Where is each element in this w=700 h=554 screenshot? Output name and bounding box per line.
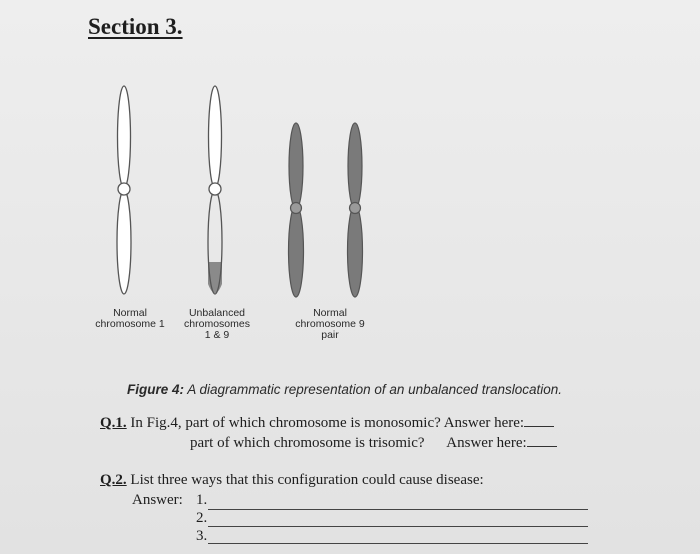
q1-trisomic-answer-blank[interactable] — [527, 434, 557, 447]
label-normal-chromosome-1: Normal chromosome 1 — [95, 307, 165, 330]
chromosome-9b-q-arm — [348, 205, 363, 297]
label-normal-chromosome-9: Normal chromosome 9 pair — [295, 307, 365, 341]
chromosome-1-centromere — [118, 183, 130, 195]
label-unbalanced: Unbalanced chromosomes 1 & 9 — [184, 307, 250, 341]
q2-answer-line-1[interactable] — [208, 509, 588, 510]
unbalanced-centromere — [209, 183, 221, 195]
question-2-line-1: Q.2. List three ways that this configuration could cause disease: — [100, 472, 484, 488]
normal-chromosome-1 — [117, 86, 131, 294]
unbalanced-p-arm — [209, 86, 222, 188]
chromosome-9a-p-arm — [289, 123, 303, 209]
section-title: Section 3. — [88, 14, 183, 39]
question-1-line-2: part of which chromosome is trisomic? Answer here: — [190, 434, 557, 452]
question-1-line-1: Q.1. In Fig.4, part of which chromosome is monosomic? Answer here: — [100, 414, 554, 432]
q2-item-1-number: 1. — [196, 492, 208, 508]
q2-answer-line-2[interactable] — [208, 526, 588, 527]
figure-caption: Figure 4: A diagrammatic representation of an unbalanced translocation. — [127, 382, 562, 397]
chromosome-1-q-arm — [117, 190, 131, 294]
chromosome-1-p-arm — [118, 86, 131, 188]
q2-item-3-number: 3. — [196, 528, 208, 544]
unbalanced-chromosome — [208, 86, 222, 294]
q2-answer-line-3[interactable] — [208, 543, 588, 544]
q2-answer-label: Answer: — [132, 492, 183, 508]
chromosome-9a-centromere — [291, 203, 302, 214]
chromosome-9a-q-arm — [289, 205, 304, 297]
normal-chromosome-9-pair — [289, 123, 363, 297]
q2-item-2-number: 2. — [196, 510, 208, 526]
chromosome-9b-p-arm — [348, 123, 362, 209]
q1-monosomic-answer-blank[interactable] — [524, 414, 554, 427]
chromosome-9b-centromere — [350, 203, 361, 214]
